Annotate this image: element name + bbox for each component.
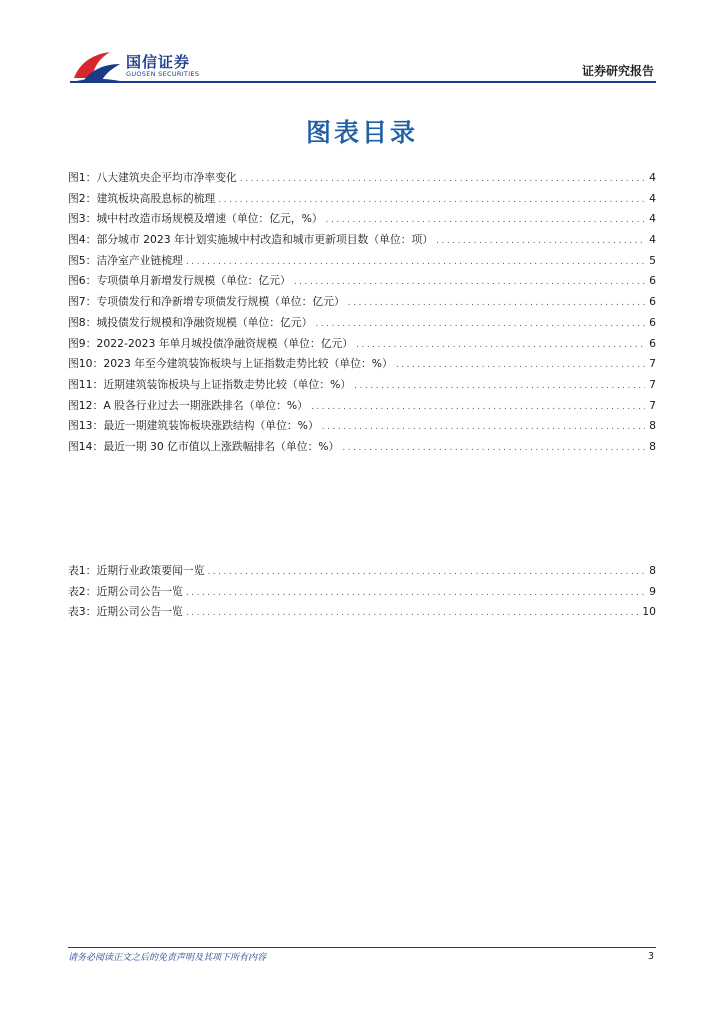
toc-dot-leader [240,174,645,184]
toc-entry-title: 近期公司公告一览 [96,584,183,598]
toc-entry-page: 4 [649,191,656,205]
figure-toc-entry[interactable] [68,336,656,357]
toc-entry-label: 图14： [68,439,104,453]
toc-dot-leader [356,340,645,350]
toc-entry-label: 图3： [68,212,97,226]
logo-english-name: GUOSEN SECURITIES [126,70,200,78]
toc-entry-title: 城中村改造市场规模及增速（单位：亿元，%） [96,212,323,226]
figure-list [68,170,656,460]
toc-entry-title: 最近一期 30 亿市值以上涨跌幅排名（单位：%） [103,439,340,453]
toc-entry-label: 图12： [68,398,104,412]
table-list [68,563,656,625]
toc-entry-title: 最近一期建筑装饰板块涨跌结构（单位：%） [103,419,319,433]
toc-entry-page: 7 [649,377,656,391]
table-toc-entry[interactable] [68,604,656,625]
toc-entry-page: 8 [649,419,656,433]
toc-entry-title: 专项债单月新增发行规模（单位：亿元） [96,274,291,288]
report-type-label: 证券研究报告 [581,64,654,78]
toc-entry-page: 4 [649,212,656,226]
toc-dot-leader [186,608,639,618]
table-toc-entry[interactable] [68,584,656,605]
footer-divider [68,947,656,948]
toc-entry-label: 图2： [68,191,97,205]
toc-entry-page: 7 [649,398,656,412]
toc-entry-label: 图5： [68,253,97,267]
guosen-logo-icon [70,48,122,84]
toc-dot-leader [218,195,645,205]
toc-entry-label: 图10： [68,357,104,371]
toc-entry-title: 2022-2023 年单月城投债净融资规模（单位：亿元） [96,336,354,350]
toc-entry-page: 6 [649,295,656,309]
page-header [0,0,724,90]
figure-toc-entry[interactable] [68,356,656,377]
toc-dot-leader [322,422,645,432]
toc-entry-label: 图8： [68,315,97,329]
toc-dot-leader [396,360,645,370]
toc-entry-label: 图6： [68,274,97,288]
toc-dot-leader [326,215,645,225]
toc-entry-title: 近期建筑装饰板块与上证指数走势比较（单位：%） [103,377,352,391]
figure-toc-entry[interactable] [68,418,656,439]
toc-dot-leader [207,567,645,577]
figure-toc-entry[interactable] [68,398,656,419]
toc-entry-label: 表3： [68,605,97,619]
figure-toc-entry[interactable] [68,253,656,274]
toc-entry-label: 图9： [68,336,97,350]
figure-toc-entry[interactable] [68,232,656,253]
figure-toc-entry[interactable] [68,211,656,232]
figure-toc-entry[interactable] [68,170,656,191]
toc-entry-label: 表1： [68,564,97,577]
toc-dot-leader [342,443,645,453]
page-title: 图表目录 [305,118,418,147]
toc-entry-label: 图4： [68,233,97,247]
toc-entry-label: 图11： [68,377,104,391]
logo-chinese-name: 国信证券 [126,53,191,71]
toc-entry-page: 7 [649,357,656,371]
toc-dot-leader [315,319,645,329]
toc-entry-page: 9 [649,584,656,598]
toc-entry-page: 5 [649,253,656,267]
toc-entry-page: 6 [649,315,656,329]
toc-entry-page: 4 [649,233,656,247]
figure-toc-entry[interactable] [68,294,656,315]
toc-entry-title: 部分城市 2023 年计划实施城中村改造和城市更新项目数（单位：项） [96,233,434,247]
figure-toc-entry[interactable] [68,439,656,460]
toc-dot-leader [186,257,645,267]
toc-entry-label: 表2： [68,584,97,598]
toc-entry-page: 8 [649,439,656,453]
table-toc-entry[interactable] [68,563,656,584]
toc-entry-page: 10 [642,605,656,619]
toc-entry-title: 专项债发行和净新增专项债发行规模（单位：亿元） [96,295,345,309]
toc-entry-title: 2023 年至今建筑装饰板块与上证指数走势比较（单位：%） [103,357,393,371]
toc-entry-title: 近期公司公告一览 [96,605,183,619]
page-number: 3 [647,951,654,962]
toc-dot-leader [294,277,645,287]
toc-entry-page: 6 [649,274,656,288]
footer-disclaimer: 请务必阅读正文之后的免责声明及其项下所有内容 [68,953,267,963]
toc-entry-title: 八大建筑央企平均市净率变化 [96,171,237,184]
figure-toc-entry[interactable] [68,315,656,336]
toc-dot-leader [186,588,645,598]
toc-dot-leader [436,236,645,246]
toc-entry-page: 4 [649,171,656,184]
figure-toc-entry[interactable] [68,273,656,294]
guosen-logo [70,48,200,84]
toc-entry-title: 洁净室产业链梳理 [96,253,183,267]
figure-toc-entry[interactable] [68,191,656,212]
toc-dot-leader [354,381,645,391]
header-divider [70,81,656,83]
toc-entry-title: 近期行业政策要闻一览 [96,564,205,577]
toc-entry-title: 城投债发行规模和净融资规模（单位：亿元） [96,315,313,329]
toc-dot-leader [348,298,645,308]
toc-entry-page: 6 [649,336,656,350]
toc-dot-leader [311,402,645,412]
toc-entry-title: A 股各行业过去一期涨跌排名（单位：%） [103,398,308,412]
toc-entry-page: 8 [649,564,656,577]
toc-entry-label: 图1： [68,171,97,184]
toc-entry-label: 图7： [68,295,97,309]
figure-toc-entry[interactable] [68,377,656,398]
toc-entry-label: 图13： [68,419,104,433]
toc-entry-title: 建筑板块高股息标的梳理 [96,191,216,205]
